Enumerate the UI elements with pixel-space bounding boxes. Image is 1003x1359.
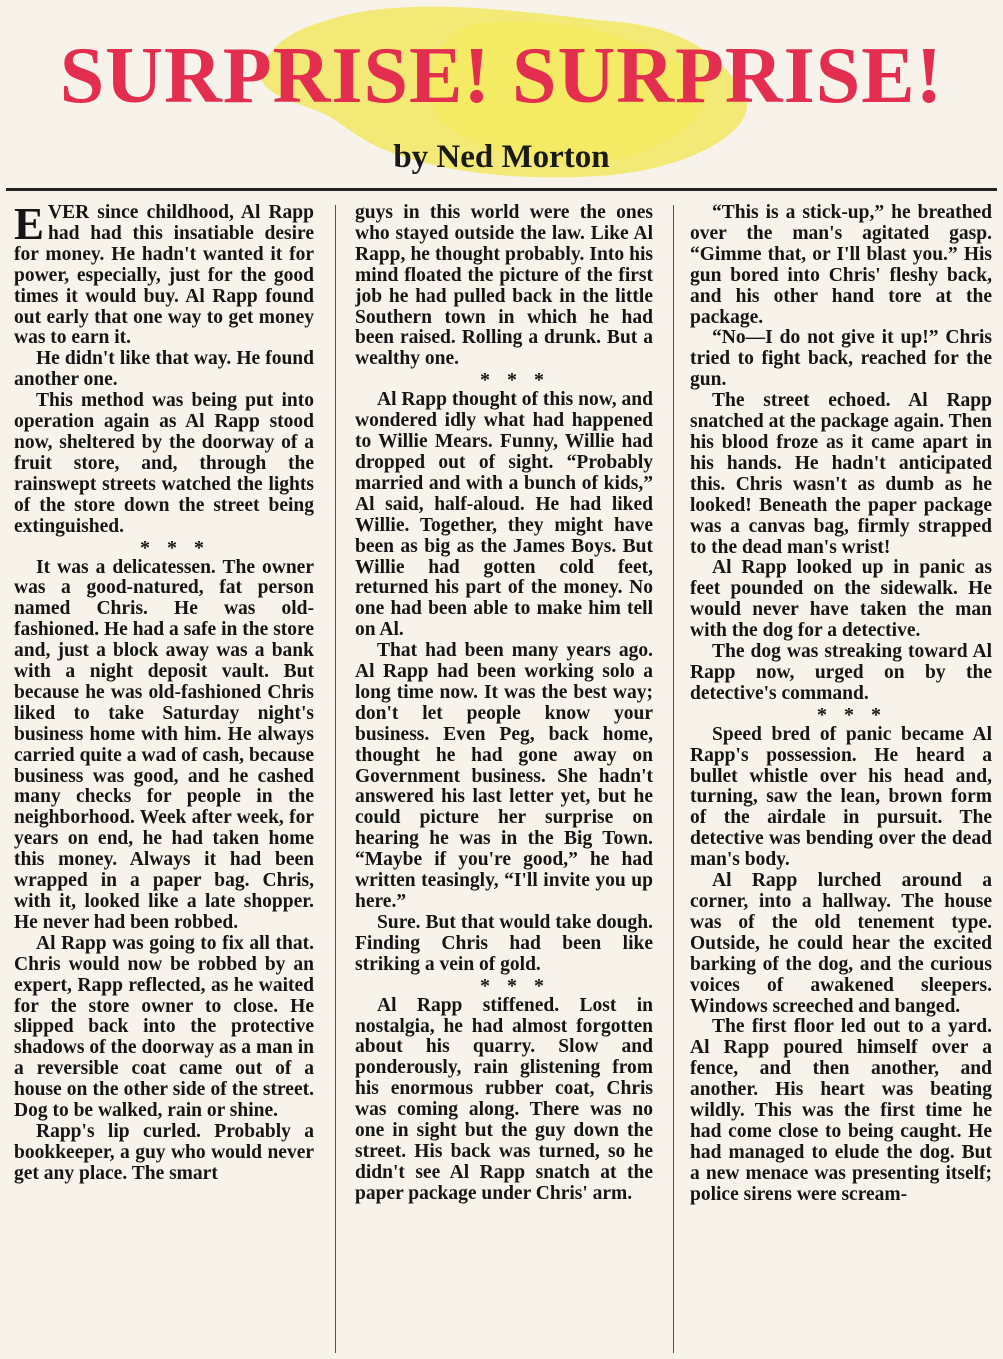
column-1 bbox=[14, 203, 314, 1353]
drop-cap: E bbox=[14, 203, 45, 249]
section-break: * * * bbox=[480, 974, 550, 997]
paragraph: “This is a stick-up,” he breathed over the man's agitated gasp. “Gimme that, or I'll blast you.” His gun bored into Chris' fleshy back, and his other hand tore at the package. bbox=[690, 203, 992, 328]
story-title: SURPRISE! SURPRISE! bbox=[59, 32, 944, 120]
section-break: * * * bbox=[480, 369, 550, 392]
story-header bbox=[0, 0, 1003, 190]
column-divider-1 bbox=[335, 205, 336, 1353]
paragraph: guys in this world were the ones who stayed outside the law. Like Al Rapp, he thought probably. Into his mind floated the picture of the first job he had pulled back in the little Southern town in which he had been raised. Rolling a drunk. But a wealthy one. bbox=[355, 203, 653, 370]
paragraph: The dog was streaking toward Al Rapp now, urged on by the detective's command. bbox=[690, 641, 992, 704]
section-break: * * * bbox=[140, 536, 210, 559]
paragraph: Al Rapp thought of this now, and wondered idly what had happened to Willie Mears. Funny, Willie had dropped out of sight. “Probably married and with a bunch of kids,” Al said, half-aloud. He had liked Willie. Together, they might have been as big as the James Boys. But Willie had gotten cold feet, returned his part of the money. No one had been able to make him tell on Al. bbox=[355, 389, 653, 641]
header-divider bbox=[6, 188, 997, 191]
column-divider-2 bbox=[673, 205, 674, 1353]
paragraph bbox=[14, 203, 314, 349]
paragraph: Al Rapp was going to fix all that. Chris would now be robbed by an expert, Rapp reflected, as he waited for the store owner to close. He slipped back into the protective shadows of the doorway as a man in a reversible coat came out of a house on the other side of the street. Dog to be walked, rain or shine. bbox=[14, 932, 314, 1122]
paragraph: Al Rapp stiffened. Lost in nostalgia, he had almost forgotten about his quarry. Slow and ponderously, rain glistening from his enormous rubber coat, Chris was coming along. There was no one in sight but the guy down the street. His back was turned, so he didn't see Al Rapp snatch at the paper package under Chris' arm. bbox=[355, 994, 653, 1204]
column-2 bbox=[355, 203, 653, 1353]
paragraph: Sure. But that would take dough. Finding Chris had been like striking a vein of gold. bbox=[355, 911, 653, 975]
paragraph: Speed bred of panic became Al Rapp's possession. He heard a bullet whistle over his head and, turning, saw the lean, brown form of the airdale in pursuit. The detective was bending over the dead man's body. bbox=[690, 723, 992, 871]
paragraph: It was a delicatessen. The owner was a good-natured, fat person named Chris. He was old-fashioned. He had a safe in the store and, just a block away was a bank with a night deposit vault. But because he was old-fashioned Chris liked to take Saturday night's business home with him. He always carried quite a wad of cash, because business was good, and he cashed many checks for people in the neighborhood. Week after week, for years on end, he had taken home this money. Always it had been wrapped in a paper bag. Chris, with it, looked like a late shopper. He never had been robbed. bbox=[14, 556, 314, 933]
paragraph: “No—I do not give it up!” Chris tried to fight back, reached for the gun. bbox=[690, 327, 992, 391]
column-3 bbox=[690, 203, 992, 1353]
paragraph: The street echoed. Al Rapp snatched at the package again. Then his blood froze as it came apart in his hands. He hadn't anticipated this. Chris wasn't as dumb as he looked! Beneath the paper package was a canvas bag, firmly strapped to the dead man's wrist! bbox=[690, 390, 992, 558]
section-break: * * * bbox=[817, 703, 887, 726]
paragraph: He didn't like that way. He found another one. bbox=[14, 348, 314, 391]
paragraph: This method was being put into operation again as Al Rapp stood now, sheltered by the doorway of a fruit store, and, through the rainswept streets watched the lights of the store down the street being extinguished. bbox=[14, 390, 314, 537]
paragraph-text: VER since childhood, Al Rapp had had this insatiable desire for money. He hadn't wanted it for power, especially, just for the good times it would buy. Al Rapp found out early that one way to get money was to earn it. bbox=[14, 203, 314, 349]
paragraph: The first floor led out to a yard. Al Rapp poured himself over a fence, and then another, and another. His heart was beating wildly. This was the first time he had come close to being caught. He had managed to elude the dog. But a new menace was presenting itself; police sirens were scream- bbox=[690, 1016, 992, 1205]
paragraph: Al Rapp looked up in panic as feet pounded on the sidewalk. He would never have taken the man with the dog for a detective. bbox=[690, 557, 992, 642]
paragraph: Al Rapp lurched around a corner, into a hallway. The house was of the old tenement type. Outside, he could hear the excited barking of the dog, and the curious voices of awakened sleepers. Windows screeched and banged. bbox=[690, 870, 992, 1017]
paragraph: Rapp's lip curled. Probably a bookkeeper, a guy who would never get any place. The smart bbox=[14, 1120, 314, 1184]
paragraph: That had been many years ago. Al Rapp had been working solo a long time now. It was the best way; don't let people know your business. Even Peg, back home, thought he had gone away on Government business. She hadn't answered his last letter yet, but he could picture her surprise on hearing he was in the Big Town. “Maybe if you're good,” he had written teasingly, “I'll invite you up here.” bbox=[355, 640, 653, 912]
story-byline: by Ned Morton bbox=[393, 139, 610, 175]
